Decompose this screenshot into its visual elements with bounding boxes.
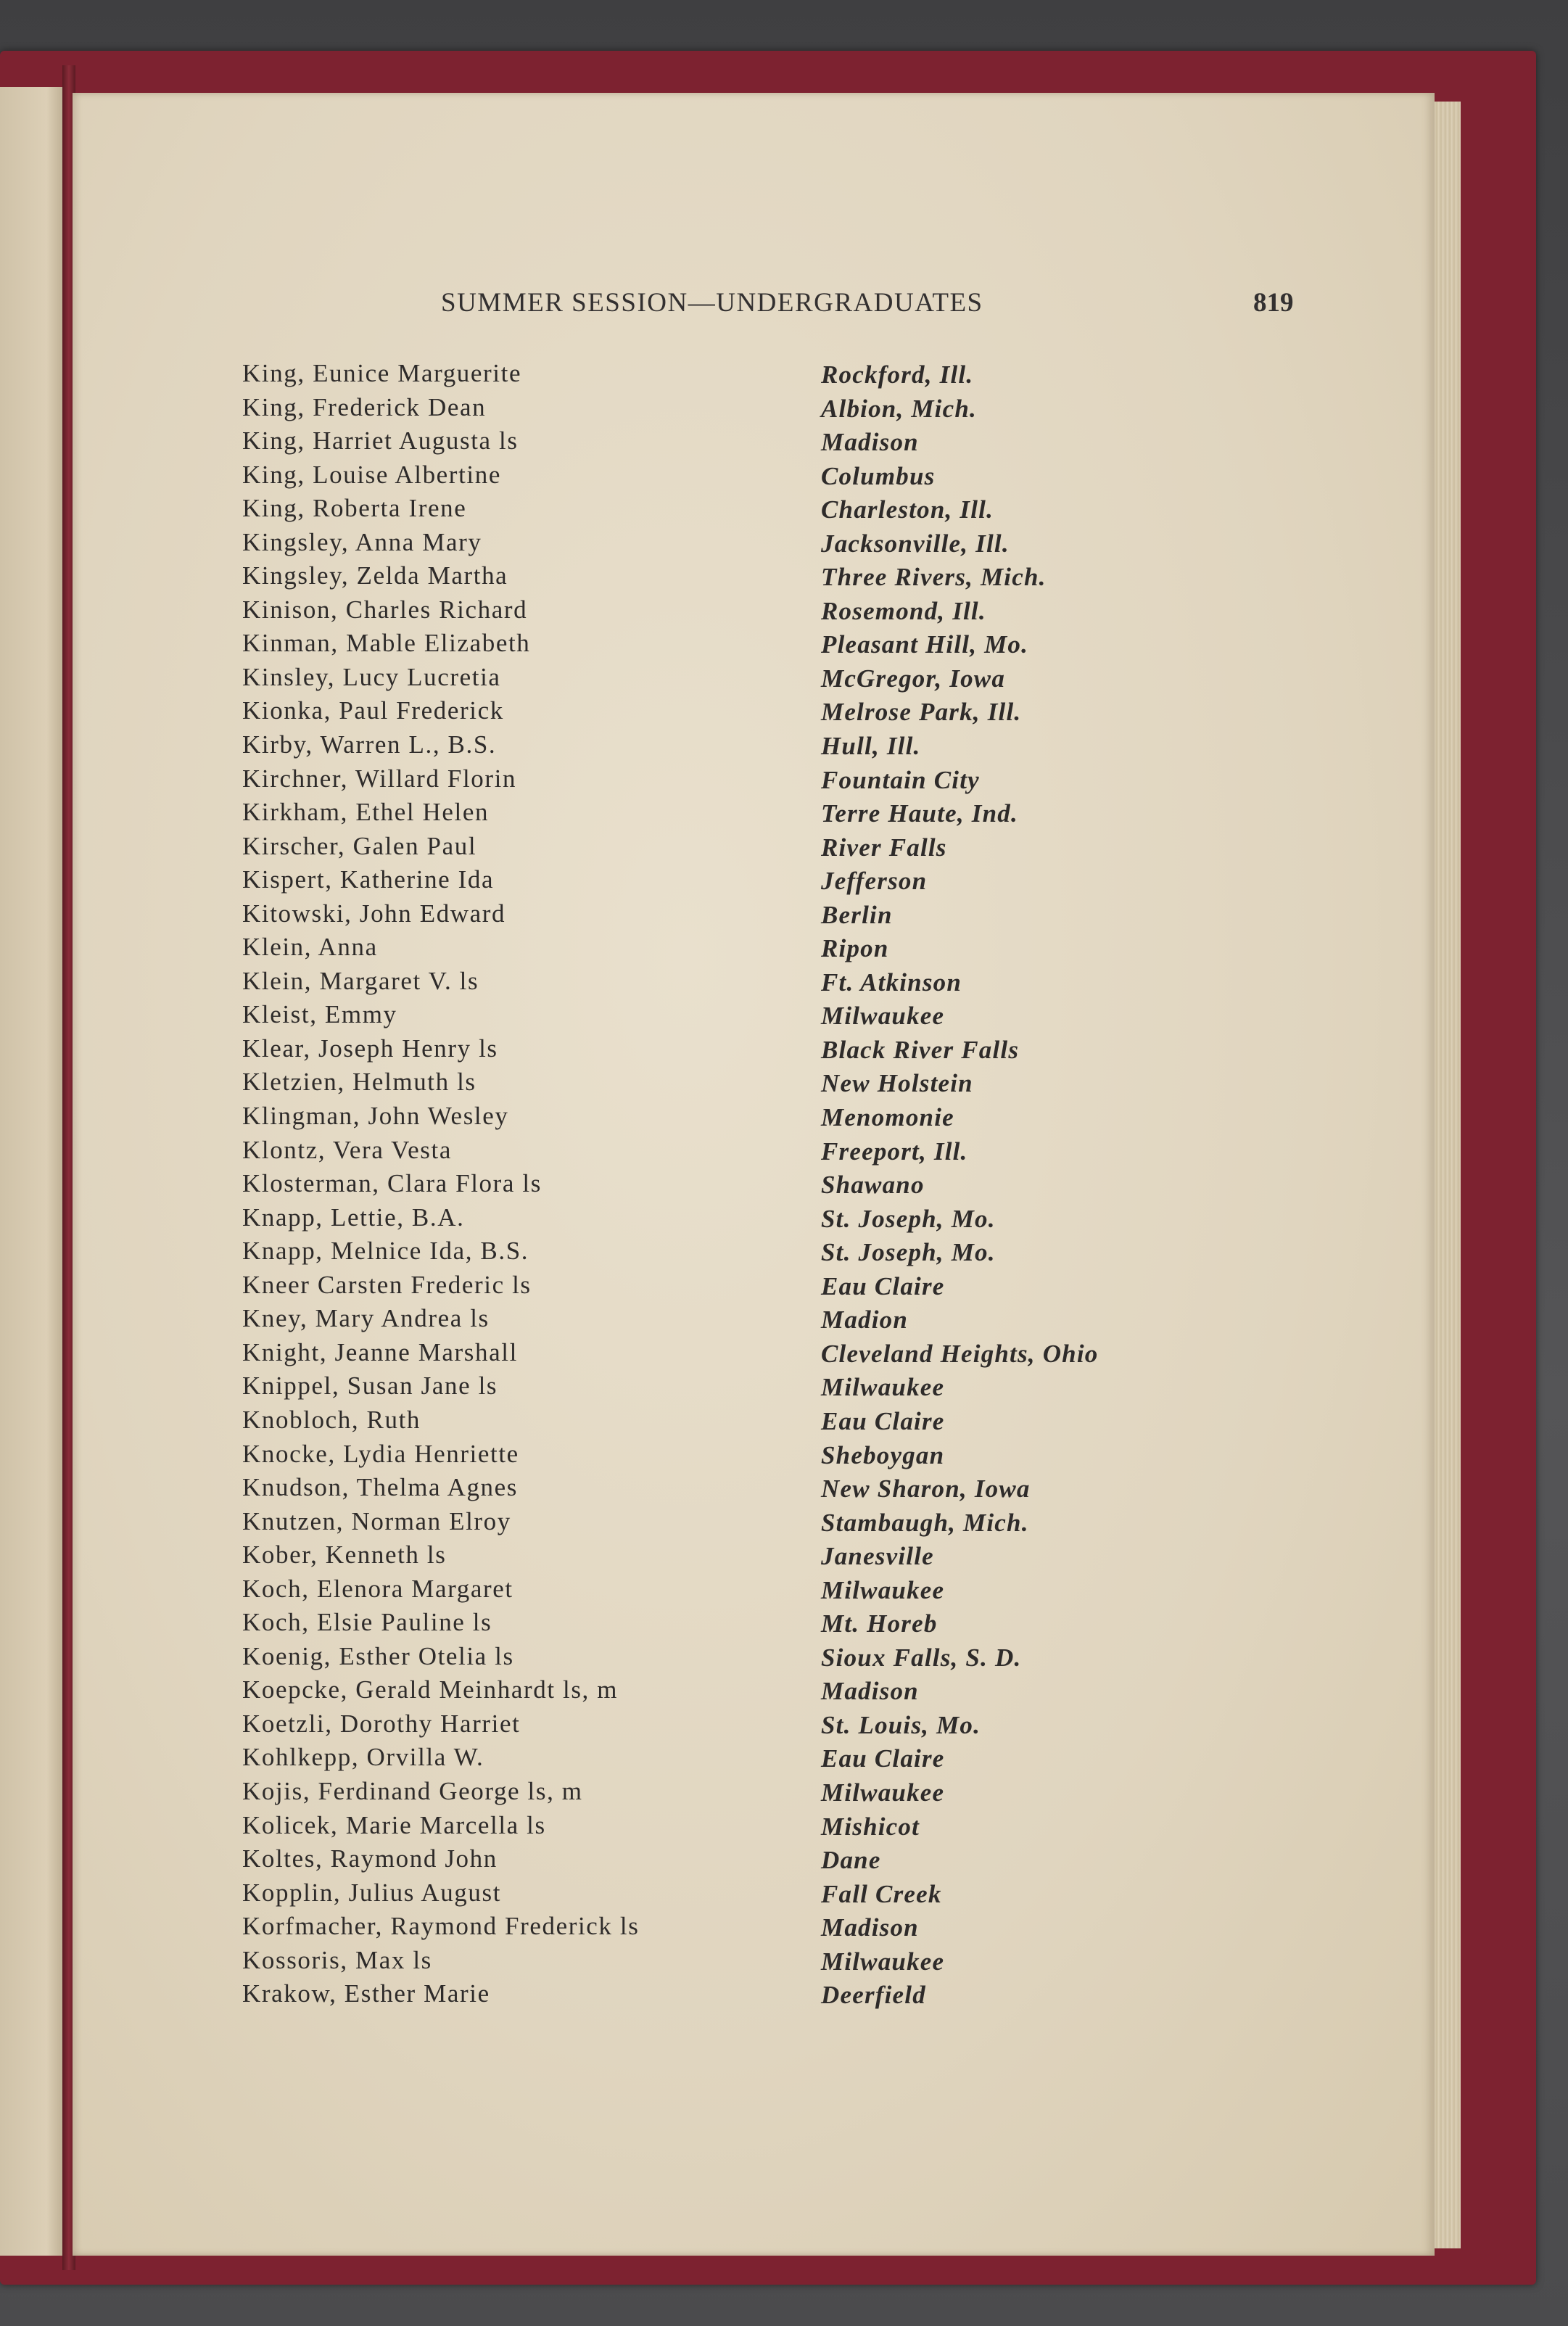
list-item bbox=[242, 730, 1185, 764]
list-item bbox=[242, 933, 1185, 967]
student-hometown: Black River Falls bbox=[821, 1035, 1020, 1064]
student-hometown: Eau Claire bbox=[821, 1406, 945, 1435]
student-name: Koetzli, Dorothy Harriet bbox=[242, 1709, 521, 1738]
list-item bbox=[242, 359, 1185, 393]
list-item bbox=[242, 1169, 1185, 1203]
list-item bbox=[242, 629, 1185, 663]
student-name: Kionka, Paul Frederick bbox=[242, 696, 504, 725]
student-name: Koltes, Raymond John bbox=[242, 1844, 498, 1873]
student-hometown: Sheboygan bbox=[821, 1440, 945, 1469]
list-item bbox=[242, 1675, 1185, 1710]
list-item bbox=[242, 1979, 1185, 2013]
list-item bbox=[242, 1946, 1185, 1980]
student-hometown: Menomonie bbox=[821, 1103, 954, 1132]
list-item bbox=[242, 1338, 1185, 1372]
list-item bbox=[242, 1271, 1185, 1305]
student-hometown: Madison bbox=[821, 1677, 919, 1706]
student-name: Klontz, Vera Vesta bbox=[242, 1135, 452, 1164]
student-hometown: Pleasant Hill, Mo. bbox=[821, 630, 1029, 659]
student-hometown: Jacksonville, Ill. bbox=[821, 529, 1010, 558]
student-hometown: Charleston, Ill. bbox=[821, 495, 994, 524]
student-name: Knapp, Lettie, B.A. bbox=[242, 1203, 465, 1232]
student-hometown: Milwaukee bbox=[821, 1002, 945, 1031]
student-name: Klein, Anna bbox=[242, 933, 378, 962]
student-name: Kleist, Emmy bbox=[242, 1000, 397, 1029]
student-name: Kopplin, Julius August bbox=[242, 1878, 502, 1907]
student-hometown: Ft. Atkinson bbox=[821, 968, 962, 997]
student-hometown: Mishicot bbox=[821, 1812, 920, 1841]
list-item bbox=[242, 1878, 1185, 1913]
student-hometown: Janesville bbox=[821, 1542, 934, 1571]
list-item bbox=[242, 1473, 1185, 1507]
student-hometown: Dane bbox=[821, 1846, 881, 1875]
list-item bbox=[242, 1777, 1185, 1811]
student-hometown: Melrose Park, Ill. bbox=[821, 698, 1022, 727]
student-name: Krakow, Esther Marie bbox=[242, 1979, 490, 2008]
list-item bbox=[242, 1541, 1185, 1575]
student-hometown: Deerfield bbox=[821, 1981, 926, 2010]
student-hometown: Three Rivers, Mich. bbox=[821, 563, 1047, 592]
student-name: Kney, Mary Andrea ls bbox=[242, 1304, 490, 1333]
student-name: Knapp, Melnice Ida, B.S. bbox=[242, 1237, 529, 1266]
student-name: King, Louise Albertine bbox=[242, 460, 501, 489]
student-hometown: Eau Claire bbox=[821, 1744, 945, 1773]
list-item bbox=[242, 1102, 1185, 1136]
student-name: Knocke, Lydia Henriette bbox=[242, 1439, 519, 1468]
student-name: Kingsley, Anna Mary bbox=[242, 527, 482, 556]
student-hometown: St. Louis, Mo. bbox=[821, 1710, 981, 1739]
list-item bbox=[242, 899, 1185, 933]
student-hometown: McGregor, Iowa bbox=[821, 664, 1006, 693]
student-hometown: Jefferson bbox=[821, 867, 928, 896]
student-hometown: Berlin bbox=[821, 900, 893, 929]
student-name: Koepcke, Gerald Meinhardt ls, m bbox=[242, 1675, 619, 1704]
student-name: Kletzien, Helmuth ls bbox=[242, 1068, 476, 1097]
student-hometown: Columbus bbox=[821, 461, 936, 490]
student-hometown: Milwaukee bbox=[821, 1575, 945, 1604]
student-name: Kober, Kenneth ls bbox=[242, 1541, 447, 1570]
running-head: SUMMER SESSION—UNDERGRADUATES bbox=[441, 288, 983, 318]
student-name: Koch, Elenora Margaret bbox=[242, 1574, 513, 1603]
student-name: King, Frederick Dean bbox=[242, 392, 487, 421]
student-name: Kneer Carsten Frederic ls bbox=[242, 1270, 532, 1299]
list-item bbox=[242, 1237, 1185, 1271]
list-item bbox=[242, 663, 1185, 697]
student-name: Kossoris, Max ls bbox=[242, 1945, 432, 1974]
student-hometown: Ripon bbox=[821, 934, 889, 963]
student-name: Knudson, Thelma Agnes bbox=[242, 1473, 519, 1502]
student-name: Kohlkepp, Orvilla W. bbox=[242, 1743, 484, 1772]
student-name: Kojis, Ferdinand George ls, m bbox=[242, 1776, 583, 1805]
student-hometown: Eau Claire bbox=[821, 1271, 945, 1300]
student-hometown: St. Joseph, Mo. bbox=[821, 1238, 996, 1267]
list-item bbox=[242, 1608, 1185, 1642]
student-hometown: Cleveland Heights, Ohio bbox=[821, 1339, 1099, 1368]
student-name: Knight, Jeanne Marshall bbox=[242, 1337, 518, 1366]
student-name: Koch, Elsie Pauline ls bbox=[242, 1608, 492, 1637]
student-hometown: Rockford, Ill. bbox=[821, 360, 974, 389]
list-item bbox=[242, 865, 1185, 899]
student-hometown: Madison bbox=[821, 1913, 919, 1942]
page-number: 819 bbox=[1253, 288, 1294, 318]
list-item bbox=[242, 1507, 1185, 1541]
list-item bbox=[242, 595, 1185, 630]
list-item bbox=[242, 1811, 1185, 1845]
student-hometown: Fall Creek bbox=[821, 1879, 942, 1908]
student-hometown: Madison bbox=[821, 428, 919, 457]
list-item bbox=[242, 1710, 1185, 1744]
student-hometown: Mt. Horeb bbox=[821, 1609, 938, 1638]
list-item bbox=[242, 494, 1185, 528]
student-name: Klingman, John Wesley bbox=[242, 1102, 509, 1131]
student-name: Kispert, Katherine Ida bbox=[242, 865, 495, 894]
list-item bbox=[242, 1912, 1185, 1946]
student-hometown: New Holstein bbox=[821, 1069, 973, 1098]
student-name: Kirkham, Ethel Helen bbox=[242, 798, 490, 827]
list-item bbox=[242, 1203, 1185, 1237]
student-name: Kingsley, Zelda Martha bbox=[242, 561, 508, 590]
student-hometown: Stambaugh, Mich. bbox=[821, 1508, 1029, 1537]
student-name: Kinsley, Lucy Lucretia bbox=[242, 662, 501, 691]
student-name: Kinison, Charles Richard bbox=[242, 595, 528, 624]
list-item bbox=[242, 1000, 1185, 1034]
list-item bbox=[242, 1068, 1185, 1102]
student-hometown: Milwaukee bbox=[821, 1947, 945, 1976]
student-hometown: Terre Haute, Ind. bbox=[821, 799, 1018, 828]
list-item bbox=[242, 1034, 1185, 1068]
student-name: Kitowski, John Edward bbox=[242, 899, 506, 928]
student-name: Kolicek, Marie Marcella ls bbox=[242, 1810, 546, 1839]
list-item bbox=[242, 832, 1185, 866]
student-name: King, Eunice Marguerite bbox=[242, 359, 522, 387]
student-name: Knippel, Susan Jane ls bbox=[242, 1372, 498, 1401]
student-hometown: River Falls bbox=[821, 833, 947, 862]
list-item bbox=[242, 1642, 1185, 1676]
student-name: Kirscher, Galen Paul bbox=[242, 831, 477, 860]
student-name: Knutzen, Norman Elroy bbox=[242, 1506, 511, 1535]
student-name: Klosterman, Clara Flora ls bbox=[242, 1169, 542, 1198]
student-hometown: St. Joseph, Mo. bbox=[821, 1204, 996, 1233]
list-item bbox=[242, 1136, 1185, 1170]
student-name: King, Harriet Augusta ls bbox=[242, 426, 519, 455]
student-name: King, Roberta Irene bbox=[242, 494, 467, 523]
student-hometown: Hull, Ill. bbox=[821, 732, 921, 761]
student-name: Knobloch, Ruth bbox=[242, 1405, 421, 1434]
student-hometown: Milwaukee bbox=[821, 1373, 945, 1402]
student-name: Kirchner, Willard Florin bbox=[242, 764, 517, 793]
list-item bbox=[242, 798, 1185, 832]
list-item bbox=[242, 426, 1185, 461]
list-item bbox=[242, 561, 1185, 595]
student-hometown: Sioux Falls, S. D. bbox=[821, 1643, 1022, 1672]
student-hometown: Milwaukee bbox=[821, 1778, 945, 1807]
list-item bbox=[242, 1304, 1185, 1338]
list-item bbox=[242, 1575, 1185, 1609]
list-item bbox=[242, 461, 1185, 495]
student-hometown: Fountain City bbox=[821, 765, 980, 794]
list-item bbox=[242, 1743, 1185, 1777]
student-hometown: Albion, Mich. bbox=[821, 394, 977, 423]
student-name: Kirby, Warren L., B.S. bbox=[242, 730, 497, 759]
student-name: Klein, Margaret V. ls bbox=[242, 966, 479, 995]
list-item bbox=[242, 1844, 1185, 1878]
list-item bbox=[242, 393, 1185, 427]
list-item bbox=[242, 764, 1185, 799]
student-name: Koenig, Esther Otelia ls bbox=[242, 1641, 514, 1670]
student-hometown: Rosemond, Ill. bbox=[821, 596, 986, 625]
student-hometown: Madion bbox=[821, 1306, 909, 1335]
student-hometown: New Sharon, Iowa bbox=[821, 1475, 1031, 1504]
list-item bbox=[242, 1372, 1185, 1406]
list-item bbox=[242, 1406, 1185, 1440]
student-hometown: Freeport, Ill. bbox=[821, 1137, 968, 1166]
list-item bbox=[242, 1440, 1185, 1474]
facing-page-edge bbox=[0, 87, 67, 2256]
student-name: Kinman, Mable Elizabeth bbox=[242, 629, 531, 658]
student-list bbox=[242, 359, 1185, 2013]
list-item bbox=[242, 967, 1185, 1001]
list-item bbox=[242, 696, 1185, 730]
student-name: Klear, Joseph Henry ls bbox=[242, 1034, 498, 1063]
student-name: Korfmacher, Raymond Frederick ls bbox=[242, 1912, 640, 1941]
student-hometown: Shawano bbox=[821, 1171, 925, 1200]
list-item bbox=[242, 528, 1185, 562]
